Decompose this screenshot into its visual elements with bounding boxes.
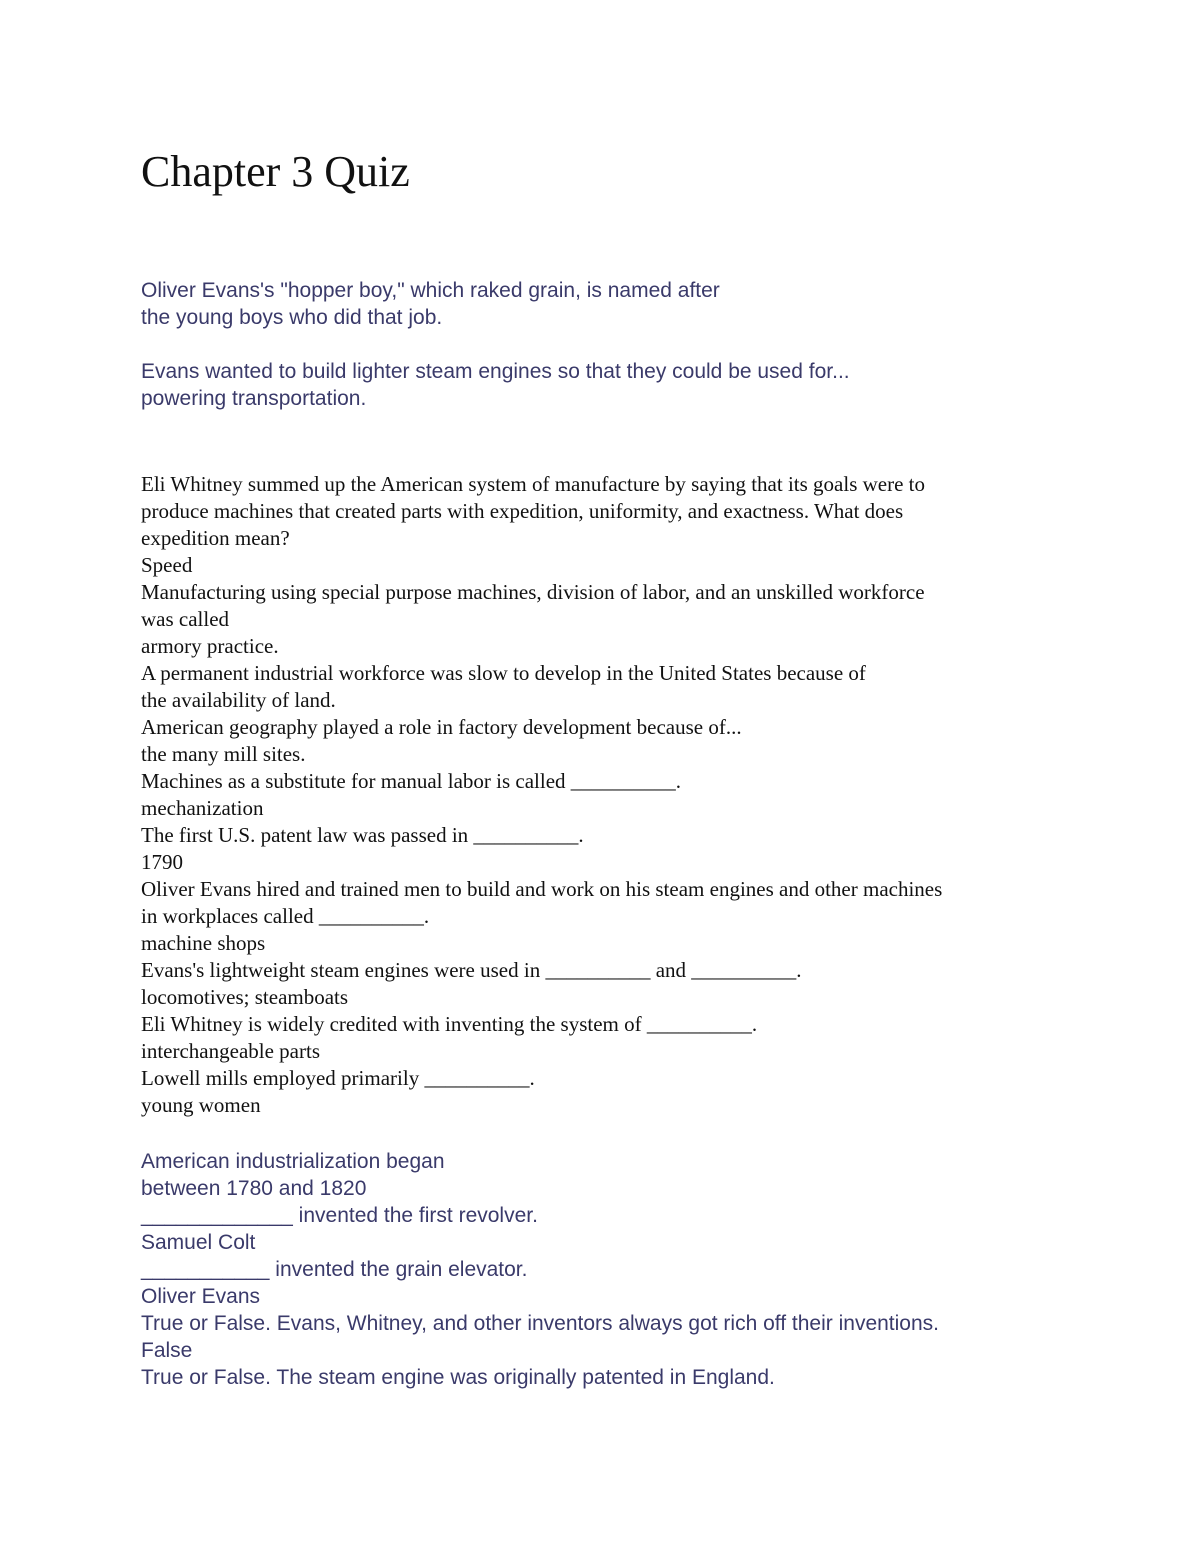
text-line: powering transportation. — [141, 387, 367, 410]
text-line: Oliver Evans hired and trained men to build and work on his steam engines and other machines — [141, 877, 943, 901]
text-line: Eli Whitney summed up the American system of manufacture by saying that its goals were to — [141, 472, 926, 496]
text-line: Evans's lightweight steam engines were used in __________ and __________. — [141, 958, 802, 982]
text-line: Machines as a substitute for manual labor is called __________. — [141, 769, 682, 793]
text-line: mechanization — [141, 796, 264, 820]
text-line: 1790 — [141, 850, 183, 874]
text-line: _____________ invented the first revolver. — [141, 1204, 538, 1227]
text-line: young women — [141, 1093, 261, 1117]
text-line: True or False. Evans, Whitney, and other inventors always got rich off their inventions. — [141, 1312, 939, 1335]
text-line: expedition mean? — [141, 526, 290, 550]
text-line: locomotives; steamboats — [141, 985, 349, 1009]
text-line: False — [141, 1339, 193, 1362]
text-line: between 1780 and 1820 — [141, 1177, 367, 1200]
text-line: Oliver Evans — [141, 1285, 261, 1308]
text-line: armory practice. — [141, 634, 279, 658]
question-block-3 — [141, 471, 942, 1119]
text-line: The first U.S. patent law was passed in __________. — [141, 823, 584, 847]
text-line: Samuel Colt — [141, 1231, 256, 1254]
text-line: was called — [141, 607, 230, 631]
text-line: A permanent industrial workforce was slow to develop in the United States because of — [141, 661, 866, 685]
text-line: interchangeable parts — [141, 1039, 320, 1063]
question-block-1 — [141, 277, 720, 331]
page-title: Chapter 3 Quiz — [141, 147, 410, 196]
text-line: the many mill sites. — [141, 742, 306, 766]
text-line: the availability of land. — [141, 688, 336, 712]
text-line: American industrialization began — [141, 1150, 445, 1173]
text-line: Lowell mills employed primarily __________. — [141, 1066, 535, 1090]
text-line: produce machines that created parts with expedition, uniformity, and exactness. What does — [141, 499, 904, 523]
text-line: Evans wanted to build lighter steam engines so that they could be used for... — [141, 360, 850, 383]
text-line: American geography played a role in factory development because of... — [141, 715, 742, 739]
text-line: Eli Whitney is widely credited with inventing the system of __________. — [141, 1012, 758, 1036]
text-line: in workplaces called __________. — [141, 904, 430, 928]
text-line: machine shops — [141, 931, 266, 955]
question-block-4 — [141, 1148, 939, 1391]
text-line: True or False. The steam engine was originally patented in England. — [141, 1366, 775, 1389]
text-line: Manufacturing using special purpose machines, division of labor, and an unskilled workforce — [141, 580, 925, 604]
text-line: the young boys who did that job. — [141, 306, 443, 329]
question-block-2 — [141, 358, 850, 412]
text-line: Speed — [141, 553, 193, 577]
text-line: Oliver Evans's "hopper boy," which raked grain, is named after — [141, 279, 720, 302]
text-line: ___________ invented the grain elevator. — [141, 1258, 528, 1281]
